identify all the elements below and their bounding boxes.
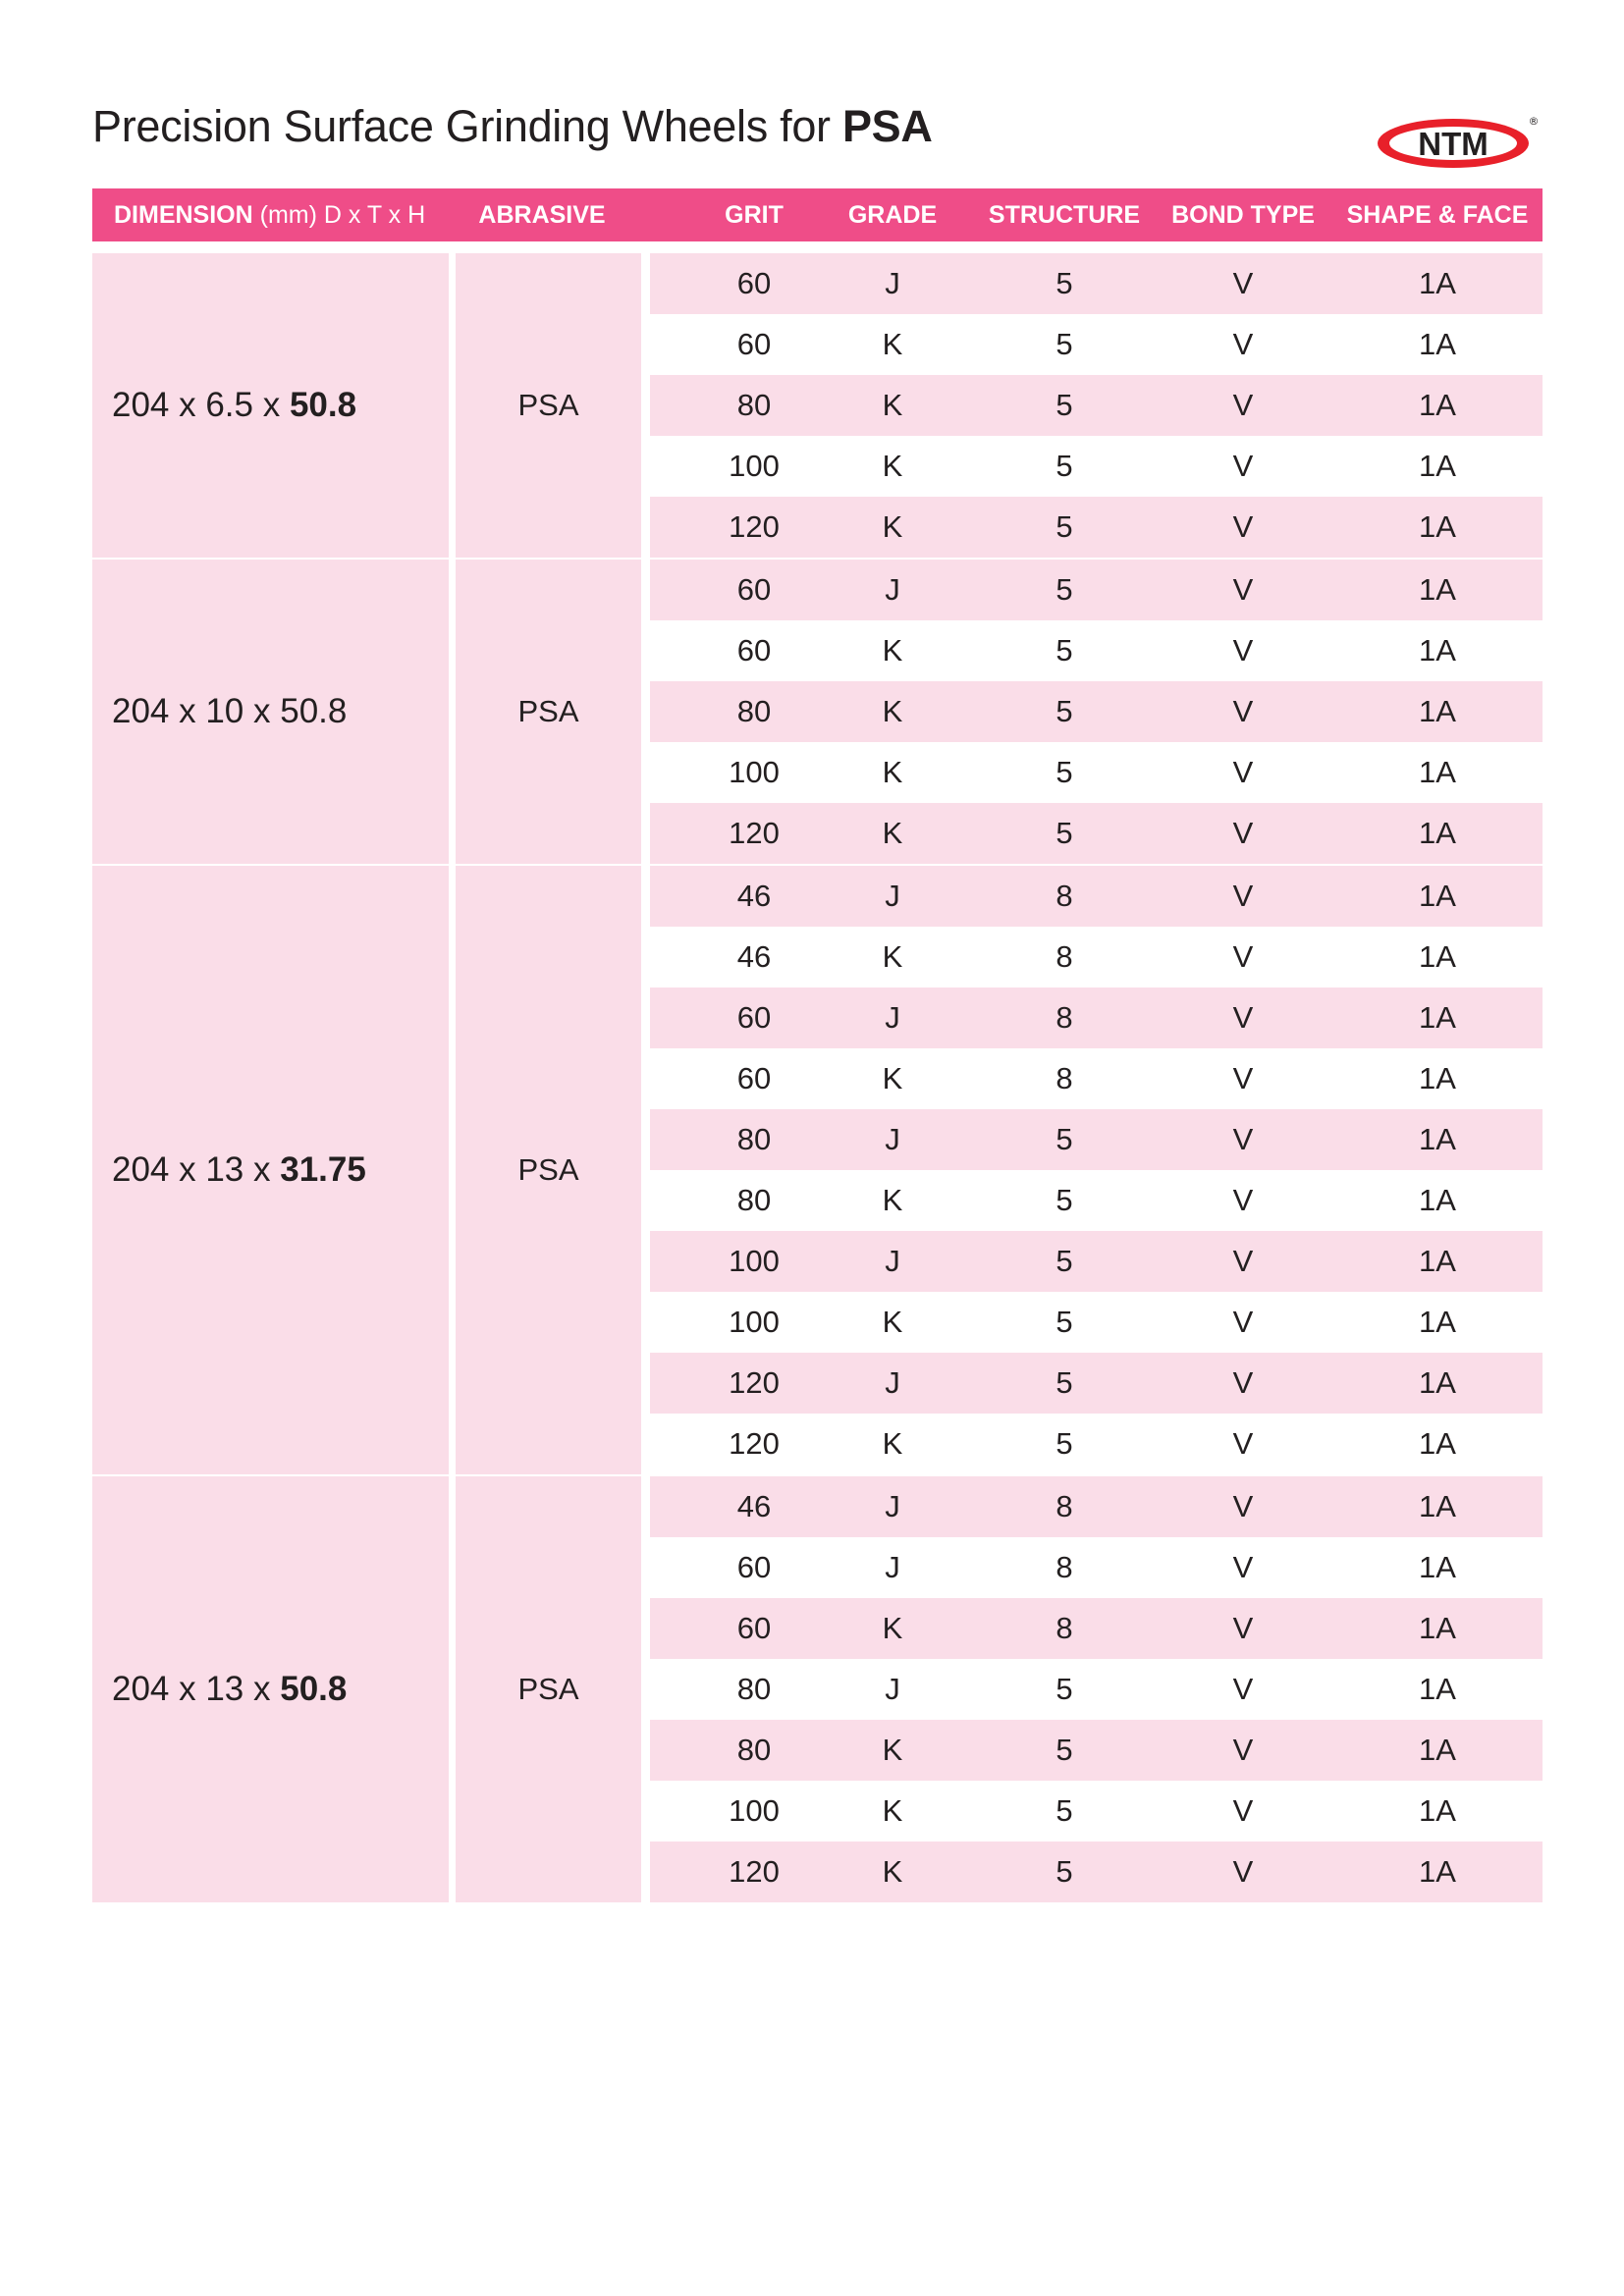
bond-cell: V (1232, 266, 1254, 300)
shape-cell: 1A (1419, 1426, 1456, 1461)
structure-cell: 5 (1056, 327, 1073, 361)
logo-text: NTM (1418, 126, 1489, 162)
shape-cell: 1A (1419, 1061, 1456, 1095)
structure-cell: 8 (1056, 1611, 1073, 1645)
structure-cell: 5 (1056, 509, 1073, 544)
group-block (92, 866, 1543, 1474)
dimension-value (112, 1670, 347, 1709)
shape-cell: 1A (1419, 1000, 1456, 1035)
structure-cell: 8 (1056, 1000, 1073, 1035)
structure-cell: 8 (1056, 1489, 1073, 1523)
grade-cell: K (882, 1183, 903, 1217)
grit-cell: 60 (736, 1061, 772, 1095)
structure-cell: 5 (1056, 1793, 1073, 1828)
bond-cell: V (1232, 388, 1254, 422)
table-row (650, 866, 1543, 927)
bond-cell: V (1232, 1122, 1254, 1156)
table-row (650, 742, 1543, 803)
grit-cell: 60 (736, 572, 772, 607)
grit-cell: 80 (736, 388, 772, 422)
grit-cell: 80 (736, 1733, 772, 1767)
table-row (650, 1720, 1543, 1781)
shape-cell: 1A (1419, 572, 1456, 607)
structure-cell: 5 (1056, 388, 1073, 422)
grade-cell: K (882, 1793, 903, 1828)
shape-cell: 1A (1419, 816, 1456, 850)
bond-cell: V (1232, 572, 1254, 607)
grit-cell: 80 (736, 1672, 772, 1706)
table-row (650, 436, 1543, 497)
abrasive-cell (456, 1476, 641, 1902)
grade-cell: J (885, 1489, 900, 1523)
table-row (650, 681, 1543, 742)
grade-cell: K (882, 509, 903, 544)
grade-cell: K (882, 816, 903, 850)
structure-cell: 5 (1056, 633, 1073, 667)
bond-cell: V (1232, 1000, 1254, 1035)
shape-cell: 1A (1419, 327, 1456, 361)
table-row (650, 1537, 1543, 1598)
grade-cell: J (885, 266, 900, 300)
shape-cell: 1A (1419, 633, 1456, 667)
bond-cell: V (1232, 1244, 1254, 1278)
header-grit: GRIT (725, 201, 784, 229)
dimension-value (112, 692, 347, 731)
structure-cell: 8 (1056, 939, 1073, 974)
shape-cell: 1A (1419, 1122, 1456, 1156)
bond-cell: V (1232, 327, 1254, 361)
grit-cell: 120 (729, 1854, 780, 1889)
bond-cell: V (1232, 755, 1254, 789)
grade-cell: K (882, 755, 903, 789)
bond-cell: V (1232, 1305, 1254, 1339)
grit-cell: 120 (729, 816, 780, 850)
abrasive-value: PSA (517, 1672, 579, 1706)
abrasive-cell (456, 560, 641, 864)
dimension-value (112, 386, 356, 425)
grit-cell: 60 (736, 1550, 772, 1584)
structure-cell: 5 (1056, 1672, 1073, 1706)
spec-rows (650, 253, 1543, 558)
shape-cell: 1A (1419, 1365, 1456, 1400)
grit-cell: 46 (736, 1489, 772, 1523)
grit-cell: 46 (736, 939, 772, 974)
shape-cell: 1A (1419, 1183, 1456, 1217)
bond-cell: V (1232, 1365, 1254, 1400)
structure-cell: 5 (1056, 1305, 1073, 1339)
grade-cell: K (882, 1733, 903, 1767)
header-bond-type: BOND TYPE (1171, 201, 1315, 229)
abrasive-value: PSA (517, 694, 579, 728)
dimension-cell (92, 1476, 449, 1902)
spec-rows (650, 560, 1543, 864)
structure-cell: 5 (1056, 1365, 1073, 1400)
grade-cell: J (885, 1244, 900, 1278)
grit-cell: 80 (736, 1183, 772, 1217)
grit-cell: 120 (729, 1365, 780, 1400)
shape-cell: 1A (1419, 1611, 1456, 1645)
grit-cell: 80 (736, 694, 772, 728)
dimension-plain: 204 x 13 x (112, 1150, 281, 1189)
table-row (650, 1048, 1543, 1109)
grade-cell: J (885, 1550, 900, 1584)
shape-cell: 1A (1419, 449, 1456, 483)
table-row (650, 375, 1543, 436)
dimension-plain: 204 x 6.5 x (112, 386, 290, 424)
grit-cell: 60 (736, 633, 772, 667)
shape-cell: 1A (1419, 694, 1456, 728)
table-row (650, 988, 1543, 1048)
structure-cell: 8 (1056, 879, 1073, 913)
shape-cell: 1A (1419, 388, 1456, 422)
grade-cell: K (882, 1426, 903, 1461)
table-header (92, 188, 1543, 241)
dimension-bold: 31.75 (280, 1150, 366, 1189)
structure-cell: 5 (1056, 1122, 1073, 1156)
registered-mark: ® (1528, 115, 1540, 128)
structure-cell: 5 (1056, 1244, 1073, 1278)
grade-cell: J (885, 1672, 900, 1706)
bond-cell: V (1232, 1611, 1254, 1645)
dimension-cell (92, 253, 449, 558)
grit-cell: 60 (736, 1000, 772, 1035)
spec-rows (650, 866, 1543, 1474)
structure-cell: 5 (1056, 449, 1073, 483)
grade-cell: K (882, 1305, 903, 1339)
header-dimension-label: DIMENSION (114, 201, 253, 229)
dimension-bold: 50.8 (280, 1670, 348, 1708)
bond-cell: V (1232, 879, 1254, 913)
bond-cell: V (1232, 1426, 1254, 1461)
bond-cell: V (1232, 1854, 1254, 1889)
grade-cell: J (885, 1122, 900, 1156)
table-row (650, 1414, 1543, 1474)
shape-cell: 1A (1419, 1854, 1456, 1889)
header-dimension (114, 188, 425, 241)
bond-cell: V (1232, 1489, 1254, 1523)
bond-cell: V (1232, 694, 1254, 728)
table-row (650, 620, 1543, 681)
grit-cell: 100 (729, 1793, 780, 1828)
grade-cell: K (882, 327, 903, 361)
dimension-cell (92, 866, 449, 1474)
structure-cell: 5 (1056, 816, 1073, 850)
dimension-value (112, 1150, 366, 1190)
shape-cell: 1A (1419, 939, 1456, 974)
ntm-logo (1373, 111, 1542, 174)
shape-cell: 1A (1419, 1672, 1456, 1706)
grade-cell: J (885, 1000, 900, 1035)
grit-cell: 60 (736, 327, 772, 361)
grade-cell: K (882, 449, 903, 483)
table-row (650, 497, 1543, 558)
dimension-plain: 204 x 13 x (112, 1670, 281, 1708)
shape-cell: 1A (1419, 1244, 1456, 1278)
bond-cell: V (1232, 633, 1254, 667)
grade-cell: K (882, 633, 903, 667)
table-row (650, 314, 1543, 375)
grit-cell: 100 (729, 1305, 780, 1339)
table-row (650, 1781, 1543, 1842)
table-row (650, 1659, 1543, 1720)
bond-cell: V (1232, 1183, 1254, 1217)
table-row (650, 253, 1543, 314)
structure-cell: 5 (1056, 694, 1073, 728)
group-block (92, 1476, 1543, 1902)
structure-cell: 5 (1056, 755, 1073, 789)
abrasive-value: PSA (517, 1152, 579, 1187)
shape-cell: 1A (1419, 266, 1456, 300)
grit-cell: 120 (729, 1426, 780, 1461)
grade-cell: K (882, 1611, 903, 1645)
grade-cell: J (885, 572, 900, 607)
header-grade: GRADE (847, 201, 938, 229)
structure-cell: 5 (1056, 1733, 1073, 1767)
grade-cell: K (882, 1061, 903, 1095)
abrasive-cell (456, 253, 641, 558)
table-row (650, 1170, 1543, 1231)
grade-cell: K (882, 694, 903, 728)
shape-cell: 1A (1419, 1489, 1456, 1523)
table-row (650, 1109, 1543, 1170)
bond-cell: V (1232, 1550, 1254, 1584)
grade-cell: K (882, 1854, 903, 1889)
shape-cell: 1A (1419, 509, 1456, 544)
grade-cell: K (882, 388, 903, 422)
title-product: PSA (841, 101, 933, 151)
dimension-plain: 204 x 10 x 50.8 (112, 692, 348, 730)
table-row (650, 1353, 1543, 1414)
header-abrasive: ABRASIVE (478, 201, 606, 229)
bond-cell: V (1232, 449, 1254, 483)
shape-cell: 1A (1419, 755, 1456, 789)
grade-cell: J (885, 879, 900, 913)
table-row (650, 1292, 1543, 1353)
header-structure: STRUCTURE (988, 201, 1141, 229)
shape-cell: 1A (1419, 1793, 1456, 1828)
table-row (650, 1598, 1543, 1659)
grit-cell: 100 (729, 449, 780, 483)
table-row (650, 1842, 1543, 1902)
grit-cell: 46 (736, 879, 772, 913)
header-dimension-unit: (mm) D x T x H (252, 201, 426, 229)
grit-cell: 100 (729, 755, 780, 789)
bond-cell: V (1232, 1793, 1254, 1828)
bond-cell: V (1232, 1733, 1254, 1767)
table-row (650, 803, 1543, 864)
structure-cell: 8 (1056, 1550, 1073, 1584)
bond-cell: V (1232, 1672, 1254, 1706)
structure-cell: 5 (1056, 1183, 1073, 1217)
table-row (650, 1476, 1543, 1537)
grit-cell: 80 (736, 1122, 772, 1156)
bond-cell: V (1232, 1061, 1254, 1095)
abrasive-value: PSA (517, 388, 579, 422)
group-block (92, 560, 1543, 864)
spec-rows (650, 1476, 1543, 1902)
dimension-bold: 50.8 (289, 386, 357, 424)
shape-cell: 1A (1419, 1550, 1456, 1584)
shape-cell: 1A (1419, 879, 1456, 913)
abrasive-cell (456, 866, 641, 1474)
grit-cell: 60 (736, 1611, 772, 1645)
header-shape-face: SHAPE & FACE (1346, 201, 1529, 229)
structure-cell: 5 (1056, 1426, 1073, 1461)
table-row (650, 1231, 1543, 1292)
shape-cell: 1A (1419, 1305, 1456, 1339)
dimension-cell (92, 560, 449, 864)
shape-cell: 1A (1419, 1733, 1456, 1767)
grit-cell: 100 (729, 1244, 780, 1278)
structure-cell: 8 (1056, 1061, 1073, 1095)
grit-cell: 120 (729, 509, 780, 544)
table-row (650, 927, 1543, 988)
bond-cell: V (1232, 509, 1254, 544)
bond-cell: V (1232, 939, 1254, 974)
grade-cell: K (882, 939, 903, 974)
title-prefix: Precision Surface Grinding Wheels for (92, 101, 842, 151)
page-title (92, 101, 933, 152)
group-block (92, 253, 1543, 558)
structure-cell: 5 (1056, 1854, 1073, 1889)
grade-cell: J (885, 1365, 900, 1400)
bond-cell: V (1232, 816, 1254, 850)
table-row (650, 560, 1543, 620)
structure-cell: 5 (1056, 572, 1073, 607)
grit-cell: 60 (736, 266, 772, 300)
structure-cell: 5 (1056, 266, 1073, 300)
